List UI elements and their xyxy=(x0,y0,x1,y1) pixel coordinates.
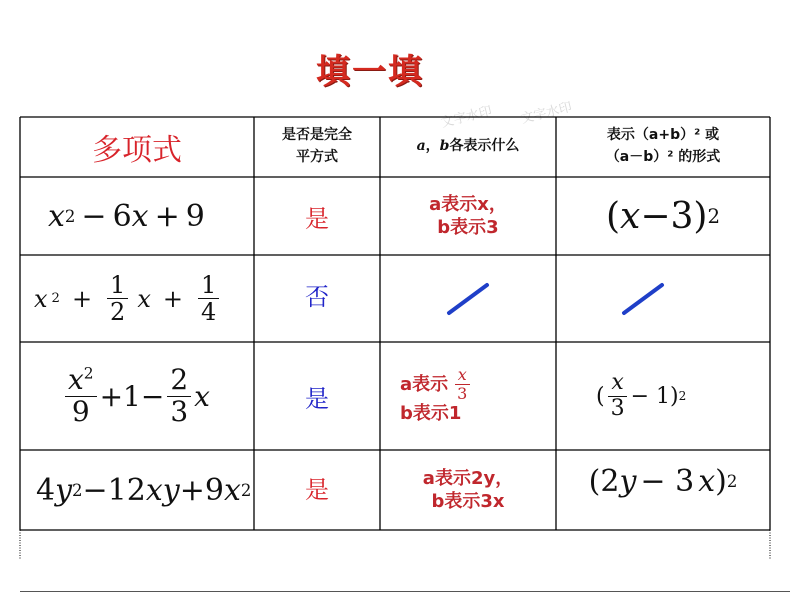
row1-polynomial: x 2 − 6 x + 9 xyxy=(48,198,205,234)
page-title: 填一填 xyxy=(316,52,424,92)
row4-polynomial: 4 y 2 −12 xy +9 x 2 xyxy=(36,472,252,508)
row1-a-b: a表示x， b表示3 xyxy=(429,193,507,238)
bottom-divider xyxy=(20,591,790,592)
row2-polynomial: x 2 + $\frac{1}{2}$ x + $\frac{1}{4}$ xyxy=(20,255,254,342)
not-applicable-slash-icon xyxy=(443,279,493,319)
row3-a-b: a表示 $\frac{x}{3}$ b表示1 xyxy=(380,342,556,450)
header-a-b-meaning: a，b各表示什么 xyxy=(416,138,520,155)
row3-answer: 是 xyxy=(305,384,329,413)
header-polynomial: 多项式 xyxy=(92,133,182,168)
row4-answer: 是 xyxy=(305,476,329,504)
row2-square-form xyxy=(556,255,770,342)
row1-square-form: ( x − 3 ) 2 xyxy=(605,195,721,237)
row3-square-form: ( $\frac{x}{3}$ − 1 ) 2 xyxy=(596,370,687,421)
row2-answer: 否 xyxy=(305,283,329,311)
header-square-form: 表示（a+b）² 或 （a－b）² 的形式 xyxy=(605,127,721,165)
row4-square-form: (2 y − 3 x ) 2 xyxy=(588,464,738,499)
row2-a-b xyxy=(380,255,556,342)
not-applicable-slash-icon xyxy=(618,279,668,319)
row4-a-b: a表示2y， b表示3x xyxy=(422,467,514,512)
row1-answer: 是 xyxy=(305,204,329,233)
header-is-perfect-square: 是否是完全 平方式 xyxy=(282,127,352,165)
watermark: 文字水印 xyxy=(519,99,574,128)
watermark: 文字水印 xyxy=(439,103,494,132)
row3-polynomial: $\frac{x^2}{9}$ +1 − $\frac{2}{3}$ x xyxy=(20,342,254,450)
